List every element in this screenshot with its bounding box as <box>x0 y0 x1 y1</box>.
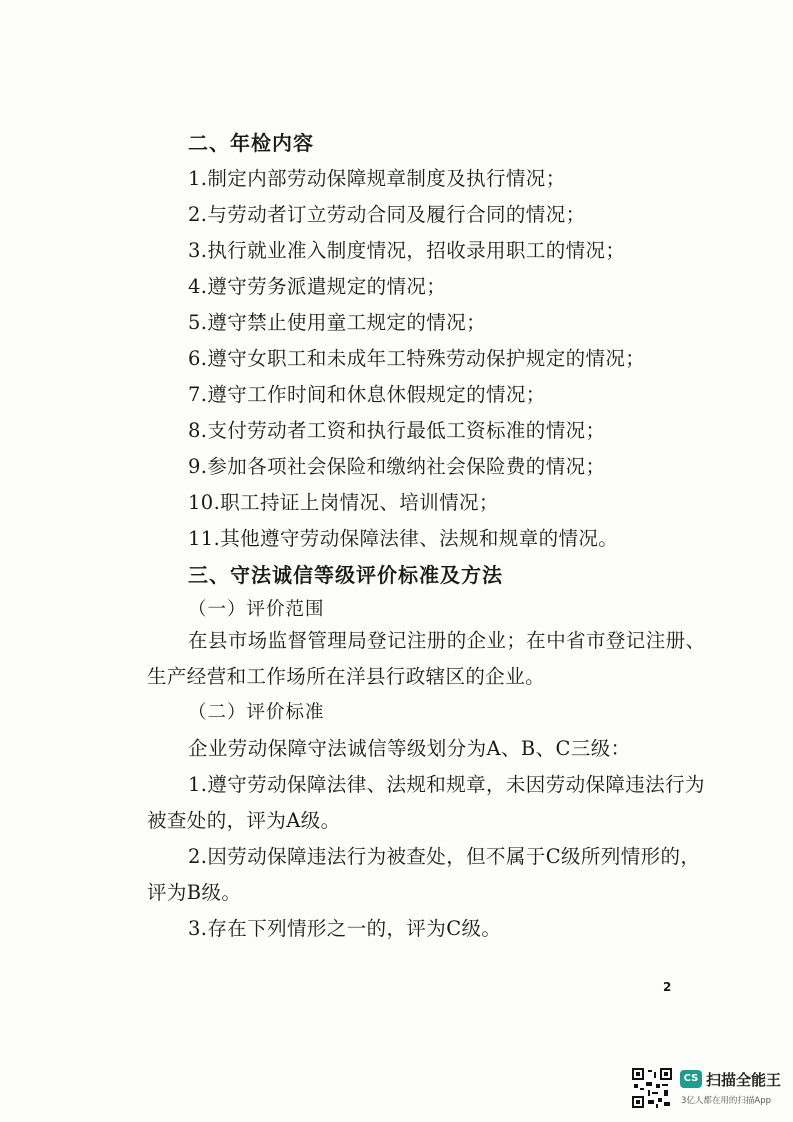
list-item: 7.遵守工作时间和休息休假规定的情况； <box>188 383 546 406</box>
list-item: 8.支付劳动者工资和执行最低工资标准的情况； <box>188 419 606 442</box>
paragraph-line: 被查处的，评为A级。 <box>147 809 341 832</box>
scanner-watermark <box>632 1068 784 1112</box>
list-item: 6.遵守女职工和未成年工特殊劳动保护规定的情况； <box>188 347 646 370</box>
subsection-heading-standard: （二）评价标准 <box>188 702 325 723</box>
list-item: 3.执行就业准入制度情况，招收录用职工的情况； <box>188 239 626 262</box>
brand-tagline: 3亿人都在用的扫描App <box>681 1096 772 1106</box>
section-heading-evaluation: 三、守法诚信等级评价标准及方法 <box>188 563 503 587</box>
list-item: 10.职工持证上岗情况、培训情况； <box>188 491 499 514</box>
list-item: 9.参加各项社会保险和缴纳社会保险费的情况； <box>188 455 606 478</box>
section-heading-annual-inspection: 二、年检内容 <box>188 131 314 155</box>
paragraph-line: 企业劳动保障守法诚信等级划分为A、B、C三级： <box>188 737 631 760</box>
camscanner-logo: CS <box>680 1070 702 1088</box>
qr-code-icon <box>632 1068 672 1108</box>
list-item: 4.遵守劳务派遣规定的情况； <box>188 275 447 298</box>
list-item: 11.其他遵守劳动保障法律、法规和规章的情况。 <box>188 527 619 550</box>
paragraph-line: 在县市场监督管理局登记注册的企业；在中省市登记注册、 <box>188 629 706 652</box>
paragraph-line: 3.存在下列情形之一的，评为C级。 <box>188 917 502 940</box>
list-item: 1.制定内部劳动保障规章制度及执行情况； <box>188 167 566 190</box>
paragraph-line: 2.因劳动保障违法行为被查处，但不属于C级所列情形的， <box>188 845 701 868</box>
brand-name: 扫描全能王 <box>706 1071 782 1089</box>
list-item: 2.与劳动者订立劳动合同及履行合同的情况； <box>188 203 586 226</box>
page-number: 2 <box>663 980 672 994</box>
list-item: 5.遵守禁止使用童工规定的情况； <box>188 311 487 334</box>
paragraph-line: 生产经营和工作场所在洋县行政辖区的企业。 <box>147 665 546 688</box>
subsection-heading-scope: （一）评价范围 <box>188 599 325 620</box>
paragraph-line: 评为B级。 <box>147 881 242 904</box>
paragraph-line: 1.遵守劳动保障法律、法规和规章，未因劳动保障违法行为 <box>188 773 705 796</box>
